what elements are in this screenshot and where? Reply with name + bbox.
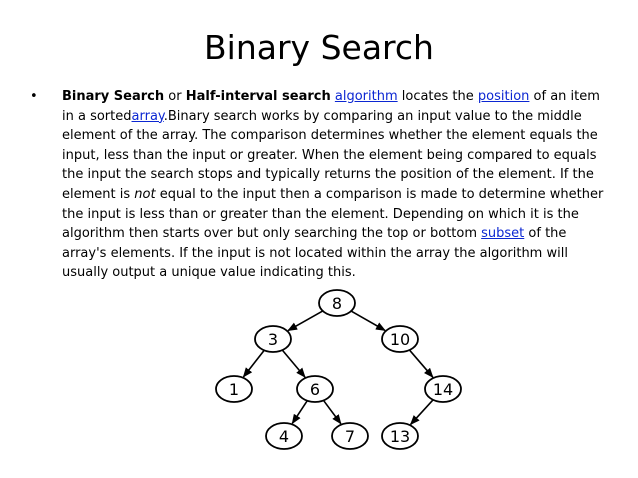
link-position[interactable]: position bbox=[477, 89, 530, 104]
node-label: 8 bbox=[331, 294, 343, 313]
emphasis-text: not bbox=[134, 186, 156, 202]
bold-term: Half-interval search bbox=[185, 89, 331, 104]
node-label: 7 bbox=[344, 427, 356, 446]
node-label: 14 bbox=[432, 380, 454, 399]
paragraph-text: of an item in a sorted bbox=[62, 89, 600, 124]
edge-n6-n4 bbox=[292, 401, 307, 424]
edge-n8-n3 bbox=[288, 311, 323, 331]
node-label: 10 bbox=[389, 330, 411, 349]
node-label: 6 bbox=[309, 380, 321, 399]
node-label: 13 bbox=[389, 427, 411, 446]
link-array[interactable]: array bbox=[131, 108, 164, 124]
edge-n14-n13 bbox=[411, 400, 433, 425]
paragraph-text: or bbox=[164, 89, 186, 104]
edge-n8-n10 bbox=[351, 311, 385, 330]
link-subset[interactable]: subset bbox=[481, 226, 525, 242]
node-label: 1 bbox=[228, 380, 240, 399]
tree-node-14 bbox=[425, 376, 461, 402]
bold-term: Binary Search bbox=[62, 89, 165, 104]
edge-n10-n14 bbox=[409, 350, 432, 377]
paragraph-text: equal to the input then a comparison is made to determine whether the input is less than or greater than the element. Depending on which it is the algorithm then starts over but only searching the top or bottom bbox=[62, 186, 604, 242]
node-label: 4 bbox=[278, 427, 290, 446]
node-label: 3 bbox=[267, 330, 279, 349]
tree-node-4 bbox=[266, 423, 302, 449]
edge-n3-n1 bbox=[243, 350, 264, 377]
slide-title: Binary Search bbox=[204, 28, 434, 67]
paragraph-text: .Binary search works by comparing an input value to the middle element of the array. The comparison determines whether the element equals the input, less than the input or greater. When the element being compared to equals the input the search stops and typically returns the position of the element. If the element is bbox=[62, 108, 598, 202]
bullet-marker: • bbox=[30, 89, 38, 104]
tree-node-8 bbox=[319, 290, 355, 316]
tree-node-3 bbox=[255, 326, 291, 352]
edge-n6-n7 bbox=[324, 400, 341, 423]
tree-node-1 bbox=[216, 376, 252, 402]
paragraph-text: locates the bbox=[397, 89, 478, 104]
tree-node-7 bbox=[332, 423, 368, 449]
edge-n3-n6 bbox=[282, 350, 305, 377]
tree-node-6 bbox=[297, 376, 333, 402]
link-algorithm[interactable]: algorithm bbox=[334, 89, 398, 104]
paragraph-text: of the array's elements. If the input is not located within the array the algorithm will usually output a unique value indicating this. bbox=[62, 226, 568, 281]
tree-node-10 bbox=[382, 326, 418, 352]
tree-nodes bbox=[216, 290, 461, 449]
tree-node-13 bbox=[382, 423, 418, 449]
